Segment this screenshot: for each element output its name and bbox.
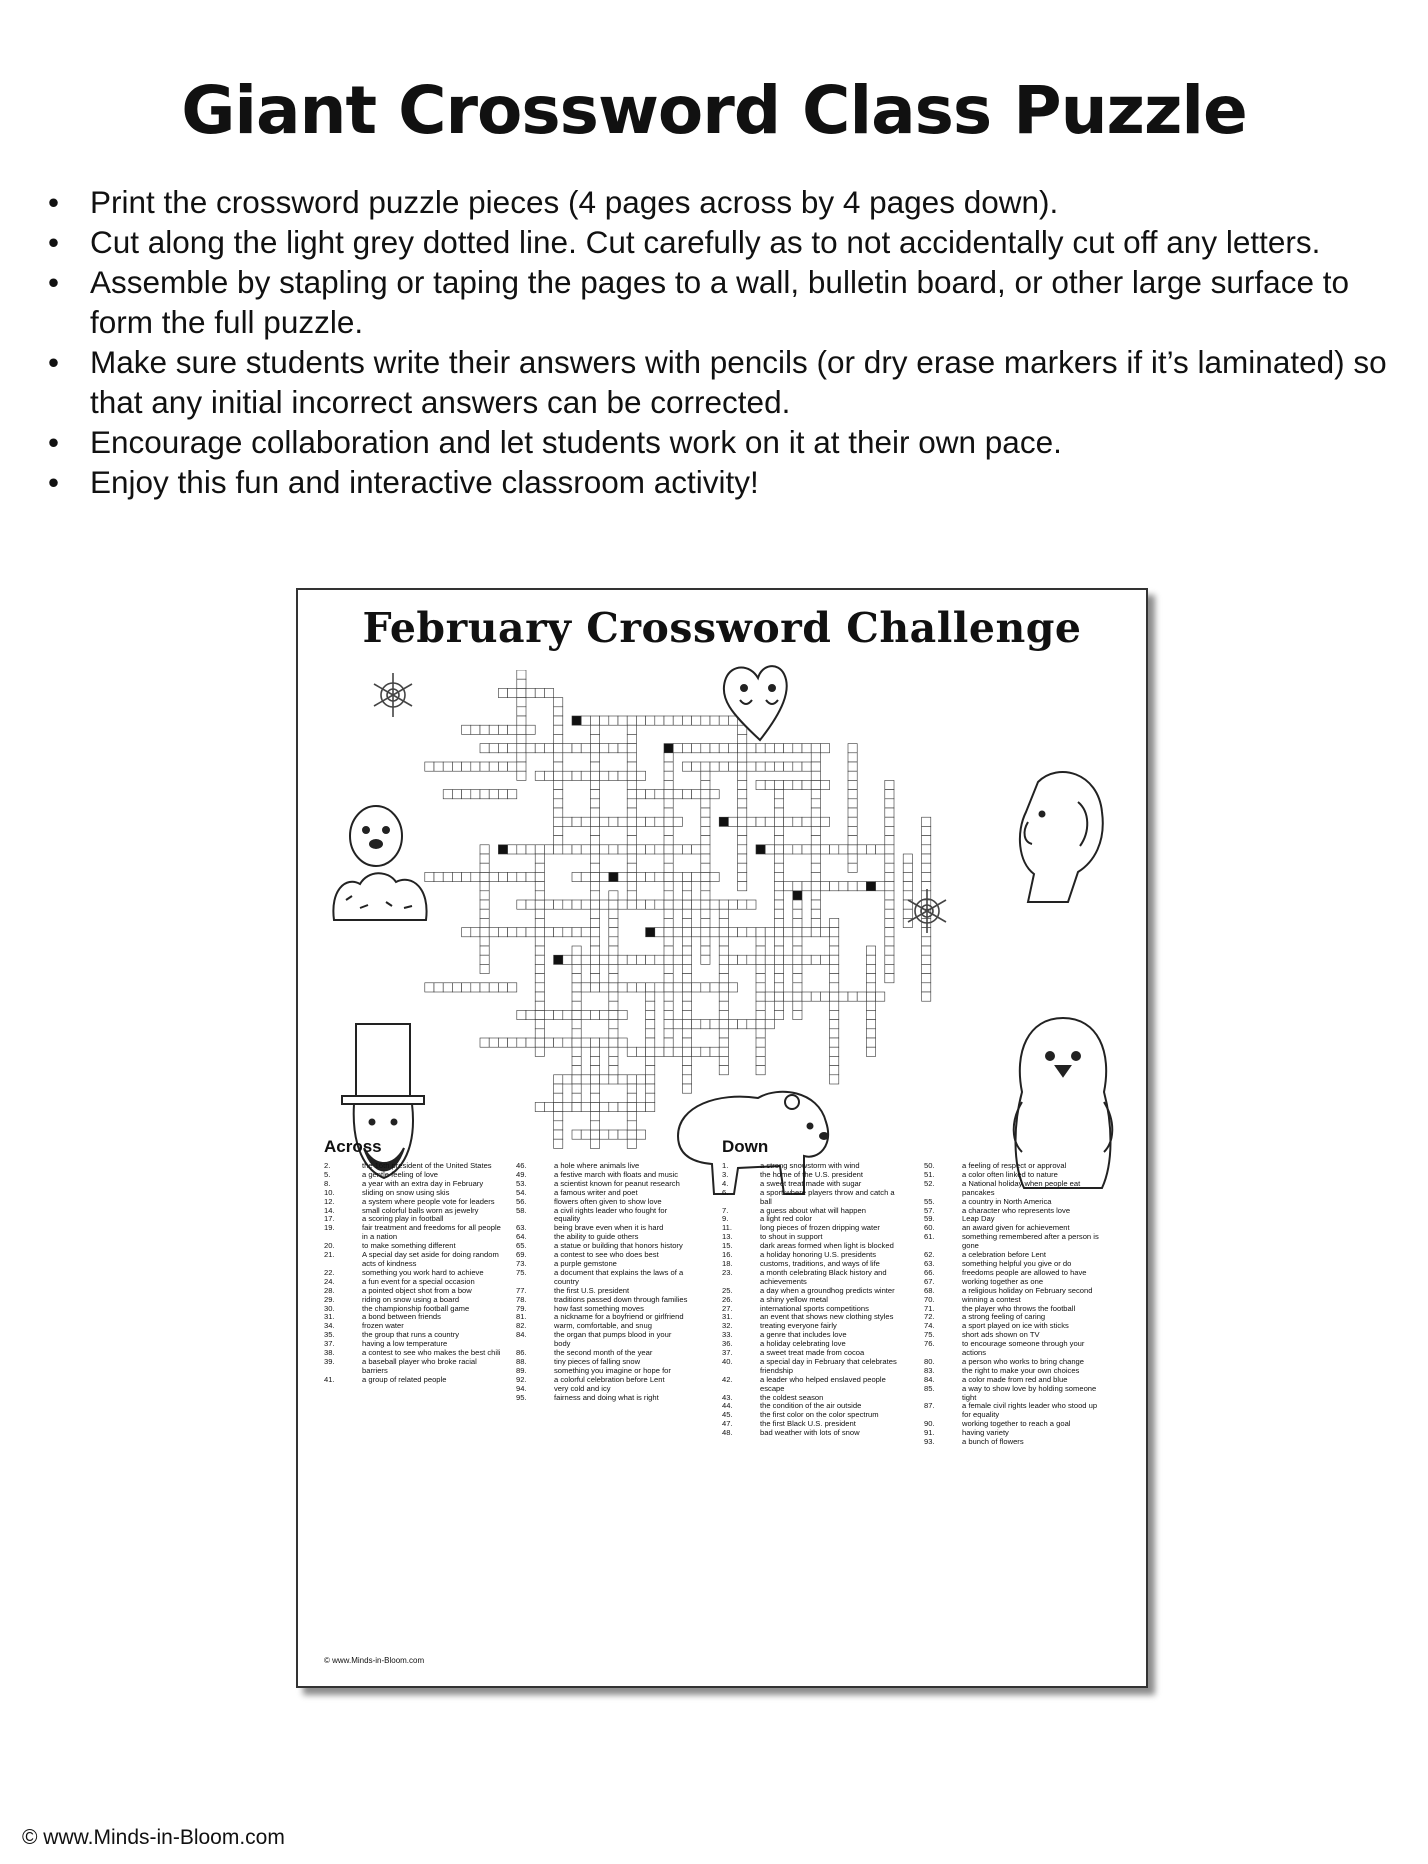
clue-number: 23. — [722, 1267, 733, 1277]
clue-text: a pointed object shot from a bow — [362, 1285, 472, 1295]
clue-text: a baseball player who broke racial barriers — [362, 1356, 477, 1375]
footer-copyright: © www.Minds-in-Bloom.com — [22, 1826, 285, 1849]
clue-text: a celebration before Lent — [962, 1250, 1047, 1260]
clue-number: 29. — [324, 1294, 335, 1304]
clue-text: a sweet treat made from cocoa — [760, 1348, 865, 1358]
clue-text: a civil rights leader who fought for equality — [554, 1205, 668, 1224]
clue-number: 80. — [924, 1356, 935, 1366]
clue-number: 24. — [324, 1276, 335, 1286]
clue-number: 35. — [324, 1330, 335, 1340]
clue-text: sliding on snow using skis — [362, 1187, 450, 1197]
clue-item — [516, 1331, 688, 1349]
clue-text: working together as one — [962, 1276, 1044, 1286]
clue-number: 32. — [722, 1321, 733, 1331]
clue-text: warm, comfortable, and snug — [554, 1321, 652, 1331]
worksheet-copyright: © www.Minds-in-Bloom.com — [324, 1656, 425, 1665]
groundhog-icon — [326, 790, 436, 930]
clue-number: 49. — [516, 1169, 527, 1179]
down-clues-column-1 — [722, 1162, 904, 1438]
clue-number: 31. — [722, 1312, 733, 1322]
clue-number: 63. — [516, 1223, 527, 1233]
clue-item — [924, 1180, 1102, 1198]
clue-number: 22. — [324, 1267, 335, 1277]
clue-number: 16. — [722, 1250, 733, 1260]
across-clues-column-2 — [516, 1162, 688, 1402]
clue-number: 79. — [516, 1303, 527, 1313]
clue-item — [516, 1394, 688, 1403]
clue-number: 70. — [924, 1294, 935, 1304]
clue-number: 55. — [924, 1196, 935, 1206]
clue-text: bad weather with lots of snow — [760, 1428, 860, 1438]
clue-number: 57. — [924, 1205, 935, 1215]
clue-number: 95. — [516, 1392, 527, 1402]
clue-text: a strong snowstorm with wind — [760, 1161, 860, 1170]
clue-text: the condition of the air outside — [760, 1401, 862, 1411]
clue-text: something remembered after a person is gone — [962, 1232, 1099, 1251]
clue-text: a contest to see who makes the best chili — [362, 1348, 501, 1358]
clue-text: traditions passed down through families — [554, 1294, 688, 1304]
clue-number: 88. — [516, 1356, 527, 1366]
clue-item — [722, 1269, 904, 1287]
clue-number: 64. — [516, 1232, 527, 1242]
clue-text: having a low temperature — [362, 1339, 448, 1349]
clue-item — [924, 1402, 1102, 1420]
instruction-item: • Cut along the light grey dotted line. Cut carefully as to not accidentally cut off any letters. — [44, 222, 1414, 262]
instruction-item: • Encourage collaboration and let students work on it at their own pace. — [44, 422, 1414, 462]
page-title: Giant Crossword Class Puzzle — [181, 72, 1247, 149]
clue-item — [924, 1385, 1102, 1403]
clue-text: a system where people vote for leaders — [362, 1196, 495, 1206]
clue-item — [722, 1358, 904, 1376]
worksheet-preview — [296, 588, 1148, 1688]
clue-text: freedoms people are allowed to have — [962, 1267, 1087, 1277]
clue-text: a leader who helped enslaved people escape — [760, 1374, 886, 1393]
clue-number: 38. — [324, 1348, 335, 1358]
clue-number: 93. — [924, 1437, 935, 1447]
clue-text: fairness and doing what is right — [554, 1392, 659, 1402]
clue-number: 28. — [324, 1285, 335, 1295]
clue-item — [924, 1340, 1102, 1358]
clue-text: to make something different — [362, 1241, 456, 1251]
snowflake-icon — [368, 670, 418, 720]
clue-text: a document that explains the laws of a country — [554, 1267, 684, 1286]
clue-item — [924, 1420, 1102, 1429]
clue-text: a month celebrating Black history and achievements — [760, 1267, 887, 1286]
clue-number: 43. — [722, 1392, 733, 1402]
clue-number: 71. — [924, 1303, 935, 1313]
clue-number: 44. — [722, 1401, 733, 1411]
clue-number: 36. — [722, 1339, 733, 1349]
clue-number: 21. — [324, 1250, 335, 1260]
clue-number: 34. — [324, 1321, 335, 1331]
clue-text: the group that runs a country — [362, 1330, 460, 1340]
clue-number: 92. — [516, 1374, 527, 1384]
clue-number: 1. — [722, 1161, 729, 1170]
clue-number: 52. — [924, 1178, 935, 1188]
clue-text: a holiday honoring U.S. presidents — [760, 1250, 877, 1260]
clue-text: flowers often given to show love — [554, 1196, 662, 1206]
clue-number: 46. — [516, 1161, 527, 1170]
clue-text: a festive march with floats and music — [554, 1169, 679, 1179]
clue-item — [516, 1207, 688, 1225]
clue-number: 51. — [924, 1169, 935, 1179]
clue-number: 9. — [722, 1214, 729, 1224]
clue-number: 65. — [516, 1241, 527, 1251]
clue-text: the ability to guide others — [554, 1232, 639, 1242]
clue-number: 94. — [516, 1383, 527, 1393]
clue-number: 50. — [924, 1161, 935, 1170]
clue-text: something helpful you give or do — [962, 1258, 1072, 1268]
washington-portrait-icon — [998, 762, 1118, 912]
hearts-icon — [712, 654, 812, 750]
clue-text: short ads shown on TV — [962, 1330, 1040, 1340]
clue-text: a day when a groundhog predicts winter — [760, 1285, 895, 1295]
clue-text: a religious holiday on February second — [962, 1285, 1093, 1295]
clue-text: international sports competitions — [760, 1303, 869, 1313]
clue-number: 77. — [516, 1285, 527, 1295]
clue-text: how fast something moves — [554, 1303, 644, 1313]
clue-item — [924, 1438, 1102, 1447]
clue-number: 74. — [924, 1321, 935, 1331]
clue-text: an event that shows new clothing styles — [760, 1312, 894, 1322]
clue-text: a character who represents love — [962, 1205, 1071, 1215]
clue-item — [324, 1358, 502, 1376]
clue-text: a hole where animals live — [554, 1161, 640, 1170]
clue-number: 67. — [924, 1276, 935, 1286]
clue-text: a sport where players throw and catch a ball — [760, 1187, 895, 1206]
instruction-list — [44, 182, 1414, 502]
clue-text: the home of the U.S. president — [760, 1169, 863, 1179]
clue-text: a famous writer and poet — [554, 1187, 638, 1197]
clue-text: a guess about what will happen — [760, 1205, 866, 1215]
clue-number: 60. — [924, 1223, 935, 1233]
clue-number: 41. — [324, 1374, 335, 1384]
clue-text: customs, traditions, and ways of life — [760, 1258, 880, 1268]
clue-text: a strong feeling of caring — [962, 1312, 1046, 1322]
instruction-item: • Print the crossword puzzle pieces (4 pages across by 4 pages down). — [44, 182, 1414, 222]
clue-number: 63. — [924, 1258, 935, 1268]
clue-number: 61. — [924, 1232, 935, 1242]
clue-text: Leap Day — [962, 1214, 995, 1224]
clue-number: 89. — [516, 1365, 527, 1375]
clue-number: 20. — [324, 1241, 335, 1251]
clue-number: 37. — [324, 1339, 335, 1349]
clue-text: a fun event for a special occasion — [362, 1276, 475, 1286]
clue-text: a purple gemstone — [554, 1258, 617, 1268]
clue-number: 27. — [722, 1303, 733, 1313]
clue-text: small colorful balls worn as jewelry — [362, 1205, 479, 1215]
clue-text: a bunch of flowers — [962, 1437, 1024, 1447]
clue-text: the 16th president of the United States — [362, 1161, 492, 1170]
clue-number: 42. — [722, 1374, 733, 1384]
clue-text: a genre that includes love — [760, 1330, 847, 1340]
clue-number: 15. — [722, 1241, 733, 1251]
clue-text: having variety — [962, 1428, 1009, 1438]
clue-item — [324, 1376, 502, 1385]
clue-text: a group of related people — [362, 1374, 447, 1384]
across-clues-column-1 — [324, 1162, 502, 1385]
clue-text: a shiny yellow metal — [760, 1294, 828, 1304]
clue-number: 66. — [924, 1267, 935, 1277]
clue-text: a way to show love by holding someone tight — [962, 1383, 1097, 1402]
clue-number: 81. — [516, 1312, 527, 1322]
clue-number: 68. — [924, 1285, 935, 1295]
clue-number: 7. — [722, 1205, 729, 1215]
clue-text: a statue or building that honors history — [554, 1241, 683, 1251]
clue-text: a bond between friends — [362, 1312, 441, 1322]
clue-number: 3. — [722, 1169, 729, 1179]
clue-text: a holiday celebrating love — [760, 1339, 846, 1349]
clue-text: a light red color — [760, 1214, 812, 1224]
clue-number: 69. — [516, 1250, 527, 1260]
clue-number: 12. — [324, 1196, 335, 1206]
clue-number: 56. — [516, 1196, 527, 1206]
clue-number: 84. — [516, 1330, 527, 1340]
clue-number: 59. — [924, 1214, 935, 1224]
clue-number: 85. — [924, 1383, 935, 1393]
clue-text: winning a contest — [962, 1294, 1021, 1304]
clue-text: something you work hard to achieve — [362, 1267, 484, 1277]
clue-number: 75. — [924, 1330, 935, 1340]
clue-item — [324, 1251, 502, 1269]
clue-number: 4. — [722, 1178, 729, 1188]
clue-number: 54. — [516, 1187, 527, 1197]
clue-text: a country in North America — [962, 1196, 1052, 1206]
clue-number: 25. — [722, 1285, 733, 1295]
clue-number: 5. — [324, 1169, 331, 1179]
clue-text: a special day in February that celebrates friendship — [760, 1356, 897, 1375]
clue-number: 78. — [516, 1294, 527, 1304]
clue-text: a year with an extra day in February — [362, 1178, 484, 1188]
clue-number: 53. — [516, 1178, 527, 1188]
clue-number: 17. — [324, 1214, 335, 1224]
clue-text: a scoring play in football — [362, 1214, 444, 1224]
clue-number: 84. — [924, 1374, 935, 1384]
clue-text: riding on snow using a board — [362, 1294, 460, 1304]
clue-text: the first color on the color spectrum — [760, 1410, 879, 1420]
clue-text: the first U.S. president — [554, 1285, 630, 1295]
clue-number: 19. — [324, 1223, 335, 1233]
clue-text: the second month of the year — [554, 1348, 653, 1358]
clue-number: 47. — [722, 1419, 733, 1429]
clue-number: 72. — [924, 1312, 935, 1322]
clue-number: 33. — [722, 1330, 733, 1340]
clue-text: A special day set aside for doing random acts of kindness — [362, 1250, 499, 1268]
clue-text: tiny pieces of falling snow — [554, 1356, 641, 1366]
clue-text: the organ that pumps blood in your body — [554, 1330, 672, 1349]
clue-number: 58. — [516, 1205, 527, 1215]
clue-text: a National holiday when people eat pancakes — [962, 1178, 1081, 1197]
clue-text: the first Black U.S. president — [760, 1419, 856, 1429]
clue-number: 2. — [324, 1161, 331, 1170]
clue-text: a contest to see who does best — [554, 1250, 659, 1260]
clue-text: the coldest season — [760, 1392, 824, 1402]
clue-text: a sweet treat made with sugar — [760, 1178, 862, 1188]
clue-text: a colorful celebration before Lent — [554, 1374, 665, 1384]
clue-number: 37. — [722, 1348, 733, 1358]
clue-number: 26. — [722, 1294, 733, 1304]
clue-number: 91. — [924, 1428, 935, 1438]
clue-number: 45. — [722, 1410, 733, 1420]
clue-number: 62. — [924, 1250, 935, 1260]
clue-number: 8. — [324, 1178, 331, 1188]
clue-text: a person who works to bring change — [962, 1356, 1084, 1366]
clue-number: 76. — [924, 1339, 935, 1349]
clue-item — [722, 1189, 904, 1207]
clue-item — [722, 1429, 904, 1438]
clue-number: 13. — [722, 1232, 733, 1242]
clue-item — [722, 1207, 904, 1216]
down-clues-column-2 — [924, 1162, 1102, 1447]
clue-text: the championship football game — [362, 1303, 470, 1313]
clue-text: treating everyone fairly — [760, 1321, 837, 1331]
clue-text: a female civil rights leader who stood up for equality — [962, 1401, 1098, 1420]
clue-number: 48. — [722, 1428, 733, 1438]
clue-text: fair treatment and freedoms for all people in a nation — [362, 1223, 501, 1242]
snowflake-icon — [902, 886, 952, 936]
clue-text: a color often linked to nature — [962, 1169, 1058, 1179]
clue-text: very cold and icy — [554, 1383, 611, 1393]
worksheet-title: February Crossword Challenge — [362, 604, 1082, 652]
clue-number: 86. — [516, 1348, 527, 1358]
clue-number: 90. — [924, 1419, 935, 1429]
clue-number: 10. — [324, 1187, 335, 1197]
clue-number: 83. — [924, 1365, 935, 1375]
clue-text: something you imagine or hope for — [554, 1365, 671, 1375]
clue-text: a gentle feeling of love — [362, 1169, 438, 1179]
clue-number: 75. — [516, 1267, 527, 1277]
clue-item — [924, 1233, 1102, 1251]
clue-item — [722, 1376, 904, 1394]
instruction-item: • Make sure students write their answers with pencils (or dry erase markers if it’s laminated) so that any initial incorrect answers can be corrected. — [44, 342, 1414, 422]
clue-text: the player who throws the football — [962, 1303, 1076, 1313]
clue-text: working together to reach a goal — [962, 1419, 1071, 1429]
clue-number: 73. — [516, 1258, 527, 1268]
clue-item — [324, 1313, 502, 1322]
clue-text: to shout in support — [760, 1232, 823, 1242]
clue-item — [516, 1269, 688, 1287]
clue-number: 6. — [722, 1187, 729, 1197]
clue-text: being brave even when it is hard — [554, 1223, 664, 1233]
clue-number: 87. — [924, 1401, 935, 1411]
clue-text: an award given for achievement — [962, 1223, 1070, 1233]
clue-text: frozen water — [362, 1321, 404, 1331]
instruction-item: • Assemble by stapling or taping the pages to a wall, bulletin board, or other large surface to form the full puzzle. — [44, 262, 1414, 342]
across-heading: Across — [324, 1137, 382, 1156]
clue-text: dark areas formed when light is blocked — [760, 1241, 894, 1251]
clue-number: 14. — [324, 1205, 335, 1215]
clue-number: 11. — [722, 1223, 732, 1233]
down-heading: Down — [722, 1137, 769, 1156]
clue-number: 31. — [324, 1312, 335, 1322]
clue-number: 39. — [324, 1356, 335, 1366]
clue-text: a color made from red and blue — [962, 1374, 1068, 1384]
clue-text: to encourage someone through your actions — [962, 1339, 1085, 1358]
clue-text: long pieces of frozen dripping water — [760, 1223, 880, 1233]
instruction-item: • Enjoy this fun and interactive classroom activity! — [44, 462, 1414, 502]
clue-text: the right to make your own choices — [962, 1365, 1080, 1375]
clue-item — [324, 1224, 502, 1242]
clue-number: 82. — [516, 1321, 527, 1331]
clue-text: a feeling of respect or approval — [962, 1161, 1067, 1170]
clue-text: a nickname for a boyfriend or girlfriend — [554, 1312, 684, 1322]
clue-number: 40. — [722, 1356, 733, 1366]
clue-text: a sport played on ice with sticks — [962, 1321, 1069, 1331]
clue-item — [924, 1207, 1102, 1216]
clue-number: 18. — [722, 1258, 733, 1268]
clue-text: a scientist known for peanut research — [554, 1178, 680, 1188]
clue-number: 30. — [324, 1303, 335, 1313]
